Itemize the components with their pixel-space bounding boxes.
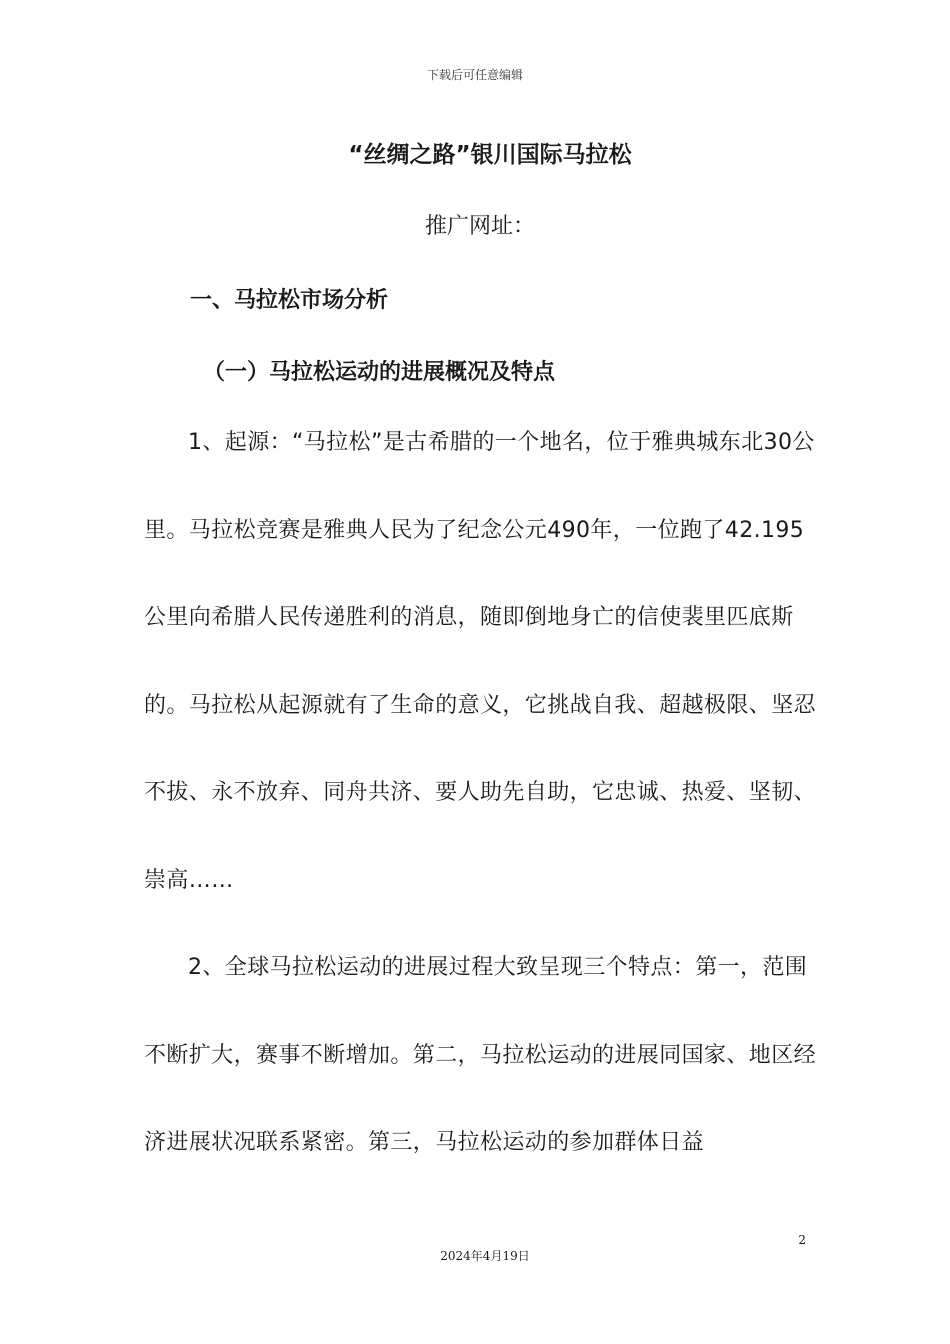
body-text xyxy=(144,399,824,1187)
paragraph-origin: 1、起源：“马拉松”是古希腊的一个地名，位于雅典城东北30公里。马拉松竞赛是雅典人民为了纪念公元490年，一位跑了42.195公里向希腊人民传递胜利的消息，随即倒地身亡的信使裴里匹底斯的。马拉松从起源就有了生命的意义，它挑战自我、超越极限、坚忍不拔、永不放弃、同舟共济、要人助先自助，它忠诚、热爱、坚韧、崇高…… xyxy=(144,430,817,893)
document-title: “丝绸之路”银川国际马拉松 xyxy=(348,142,632,168)
page-number: 2 xyxy=(798,1233,806,1247)
footer-date: 2024年4月19日 xyxy=(440,1249,530,1263)
document-subtitle: 推广网址： xyxy=(424,214,535,239)
paragraph-characteristics: 2、全球马拉松运动的进展过程大致呈现三个特点：第一，范围不断扩大，赛事不断增加。第二，马拉松运动的进展同国家、地区经济进展状况联系紧密。第三，马拉松运动的参加群体日益 xyxy=(144,955,817,1155)
section-heading: 一、马拉松市场分析 xyxy=(190,288,389,313)
subsection-heading: （一）马拉松运动的进展概况及特点 xyxy=(203,360,556,385)
header-note: 下载后可任意编辑 xyxy=(426,68,523,82)
